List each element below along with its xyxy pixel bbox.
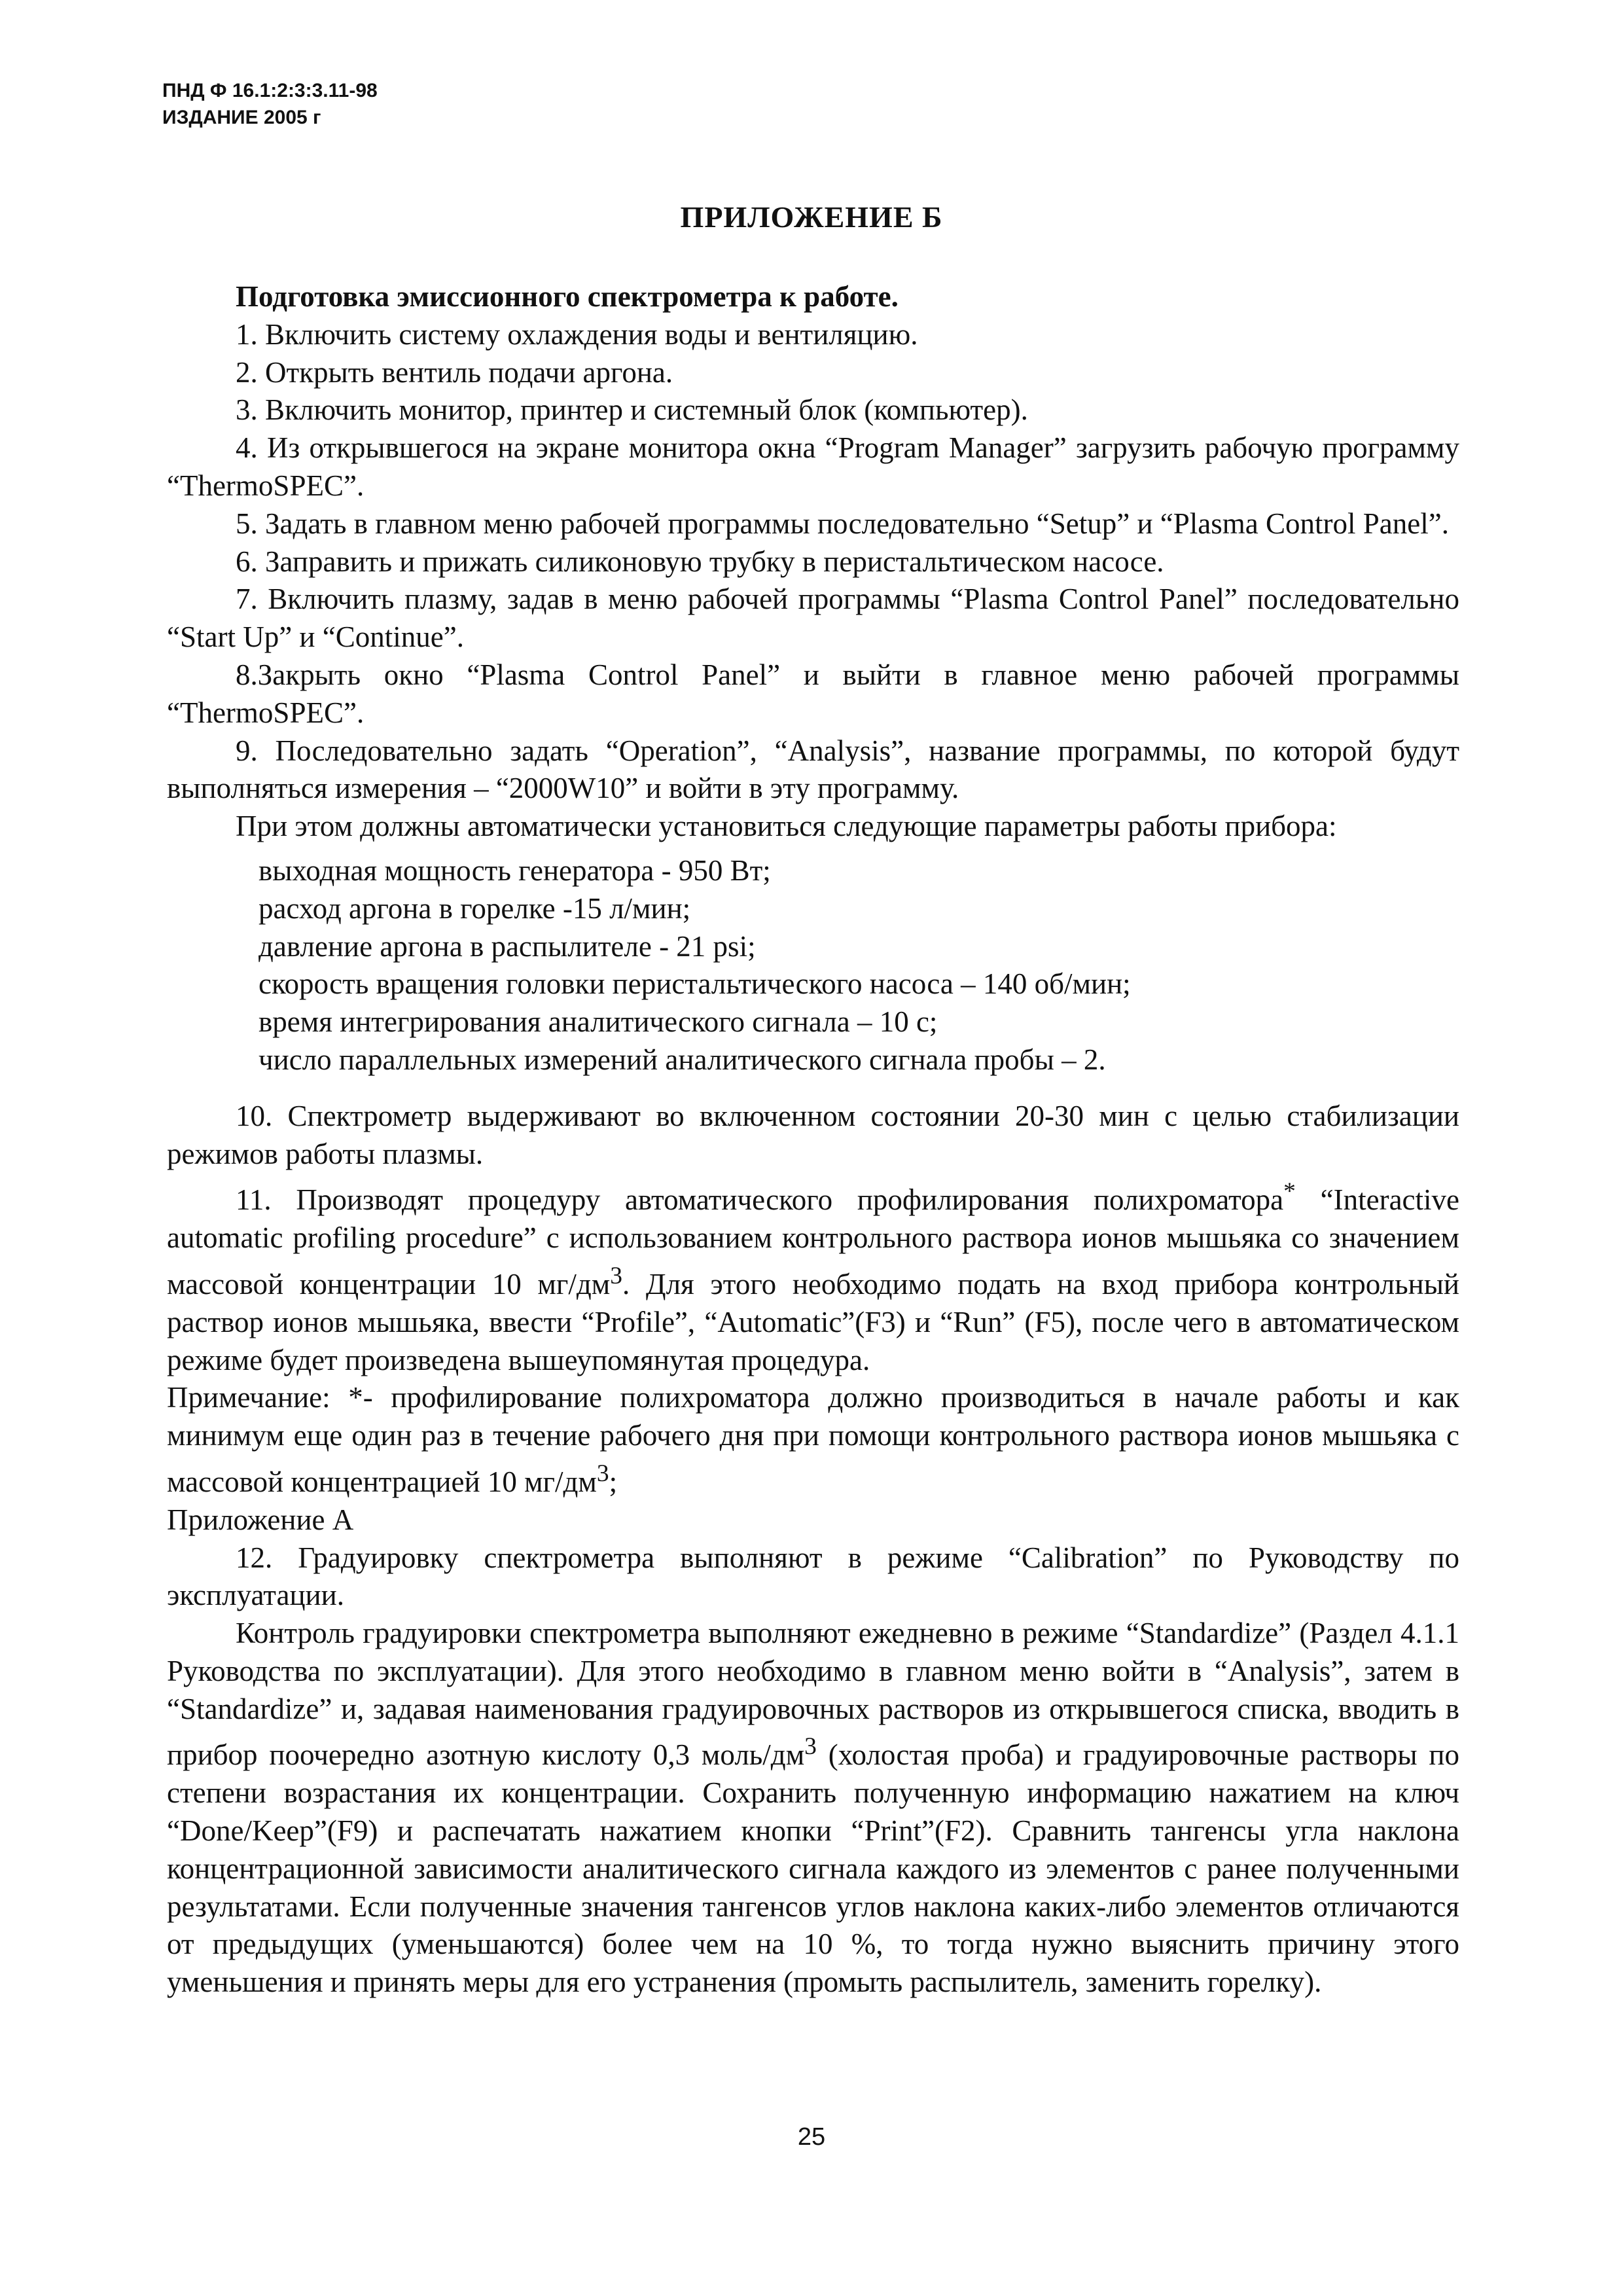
document-code: ПНД Ф 16.1:2:3:3.11-98: [162, 80, 378, 101]
step-6: 6. Заправить и прижать силиконовую трубку в перистальтическом насосе.: [236, 545, 1164, 578]
step-12: 12. Градуировку спектрометра выполняют в режиме “Calibration” по Руководству по эксплуатации.: [167, 1541, 1459, 1612]
step-4: 4. Из открывшегося на экране монитора окна “Program Manager” загрузить рабочую программу “ThermoSPEC”.: [167, 431, 1459, 502]
page-number: 25: [797, 2123, 826, 2151]
param-argon-flow: расход аргона в горелке -15 л/мин;: [259, 891, 691, 925]
param-pump-speed: скорость вращения головки перистальтического насоса – 140 об/мин;: [259, 967, 1131, 1001]
step-1: 1. Включить систему охлаждения воды и вентиляцию.: [236, 317, 918, 351]
note: Примечание: *- профилирование полихроматора должно производиться в начале работы и как минимум еще один раз в течение рабочего дня при помощи контрольного раствора ионов мышьяка с массовой концентрацией 10 $мг/дм^3$;: [167, 1381, 1459, 1498]
step-2: 2. Открыть вентиль подачи аргона.: [236, 355, 673, 389]
step-9: 9. Последовательно задать “Operation”, “Analysis”, название программы, по которой будут выполняться измерения – “2000W10” и войти в эту программу.: [167, 734, 1459, 805]
param-replicates: число параллельных измерений аналитического сигнала пробы – 2.: [259, 1043, 1106, 1076]
params-intro: При этом должны автоматически установиться следующие параметры работы прибора:: [236, 810, 1337, 843]
document-body: [167, 278, 1459, 2001]
document-header: [162, 77, 378, 131]
calibration-control: Контроль градуировки спектрометра выполняют ежедневно в режиме “Standardize” (Раздел 4.1.1 Руководства по эксплуатации). Для этого необходимо в главном меню войти в “Analysis”, затем в “Standardize” и, задавая наименования градуировочных растворов из открывшегося списка, вводить в прибор поочередно азотную кислоту 0,3 моль/$дм^3$ (холостая проба) и градуировочные растворы по степени возрастания их концентрации. Сохранить полученную информацию нажатием на ключ “Done/Keep”(F9) и распечатать нажатием кнопки “Print”(F2). Сравнить тангенсы угла наклона концентрационной зависимости аналитического сигнала каждого из элементов с ранее полученными результатами. Если полученные значения тангенсов углов наклона каких-либо элементов отличаются от предыдущих (уменьшаются) более чем на 10 %, то тогда нужно выяснить причину этого уменьшения и принять меры для его устранения (промыть распылитель, заменить горелку).: [167, 1617, 1459, 1999]
footnote-mark: *: [1283, 1178, 1296, 1206]
edition-label: ИЗДАНИЕ 2005 г: [162, 107, 321, 128]
step-7: 7. Включить плазму, задав в меню рабочей программы “Plasma Control Panel” последовательно “Start Up” и “Continue”.: [167, 583, 1459, 654]
param-argon-pressure: давление аргона в распылителе - 21 psi;: [259, 929, 756, 963]
step-8: 8.Закрыть окно “Plasma Control Panel” и выйти в главное меню рабочей программы “ThermoSPEC”.: [167, 658, 1459, 729]
step-10: 10. Спектрометр выдерживают во включенном состоянии 20-30 мин с целью стабилизации режимов работы плазмы.: [167, 1099, 1459, 1170]
param-integration-time: время интегрирования аналитического сигнала – 10 с;: [259, 1005, 938, 1039]
step-11: 11. Производят процедуру автоматического профилирования полихроматора* “Interactive automatic profiling procedure” с использованием контрольного раствора ионов мышьяка со значением массовой концентрации 10 $мг/дм^3$. Для этого необходимо подать на вход прибора контрольный раствор ионов мышьяка, ввести “Profile”, “Automatic”(F3) и “Run” (F5), после чего в автоматическом режиме будет произведена вышеупомянутая процедура.: [167, 1178, 1460, 1376]
appendix-title: ПРИЛОЖЕНИЕ Б: [680, 200, 943, 234]
param-generator-power: выходная мощность генератора - 950 Вт;: [259, 853, 771, 887]
appendix-reference: Приложение А: [167, 1503, 354, 1536]
section-heading: Подготовка эмиссионного спектрометра к работе.: [236, 280, 899, 313]
step-5: 5. Задать в главном меню рабочей программы последовательно “Setup” и “Plasma Control Panel”.: [236, 507, 1449, 540]
step-3: 3. Включить монитор, принтер и системный блок (компьютер).: [236, 393, 1028, 427]
